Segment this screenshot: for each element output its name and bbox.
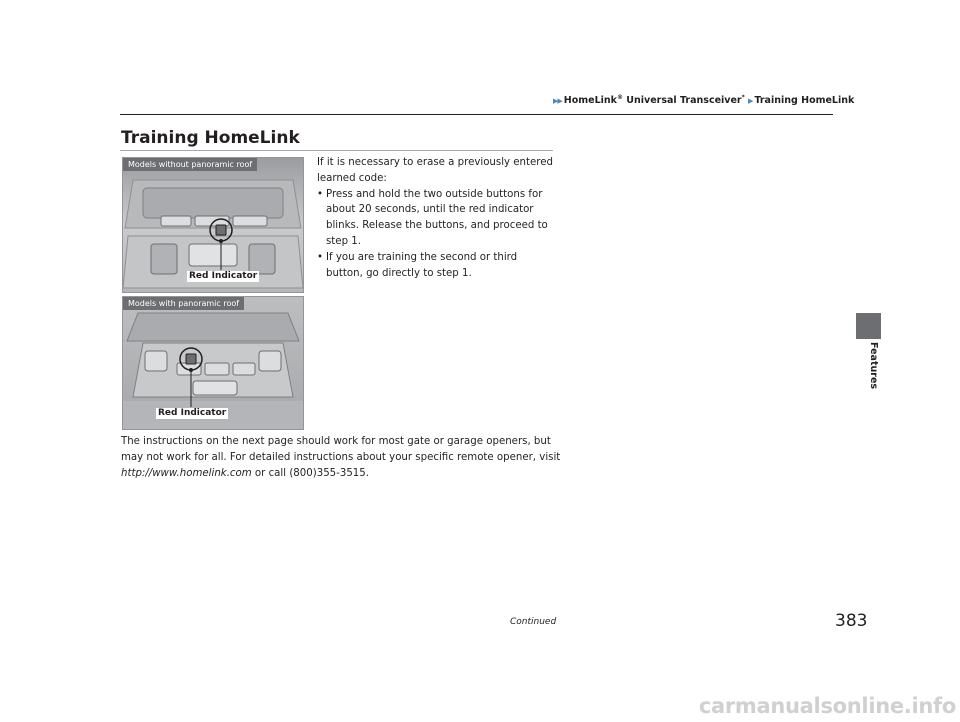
list-item-text: If you are training the second or third button, go directly to step 1. — [326, 251, 518, 279]
bullet-icon: • — [317, 188, 324, 200]
red-indicator-callout: Red Indicator — [158, 408, 227, 418]
list-item — [317, 187, 557, 250]
bottom-text-before: The instructions on the next page should work for most gate or garage openers, but may not work for all. For detailed instructions about your specific remote opener, visit — [121, 436, 561, 463]
page-title: Training HomeLink — [121, 128, 300, 148]
breadcrumb-training: Training HomeLink — [754, 95, 855, 107]
figure-without-panoramic-roof — [122, 157, 304, 293]
figure-with-panoramic-roof — [122, 296, 304, 430]
registered-mark: ® — [617, 94, 623, 101]
red-indicator-callout: Red Indicator — [189, 271, 258, 281]
breadcrumb-arrow-icon: ▶ — [748, 97, 753, 106]
bullet-icon: • — [317, 251, 324, 263]
section-tab-marker — [856, 313, 881, 339]
figure-label: Models with panoramic roof — [123, 297, 244, 310]
title-rule — [120, 150, 553, 151]
breadcrumb-transceiver: Universal Transceiver — [623, 95, 742, 107]
intro-paragraph: If it is necessary to erase a previously entered learned code: — [317, 157, 553, 184]
breadcrumb — [553, 94, 855, 108]
list-item-text: Press and hold the two outside buttons for about 20 seconds, until the red indicator blinks. Release the buttons, and proceed to step 1. — [326, 188, 548, 247]
breadcrumb-arrow-icon: ▶▶ — [553, 97, 562, 106]
asterisk-mark: * — [741, 94, 745, 101]
watermark: carmanualsonline.info — [698, 694, 956, 718]
instructions-text — [317, 155, 557, 281]
figure-label: Models without panoramic roof — [123, 158, 257, 171]
bottom-paragraph — [121, 434, 561, 481]
list-item — [317, 250, 557, 282]
continued-label: Continued — [510, 617, 557, 627]
breadcrumb-homelink: HomeLink — [563, 95, 617, 107]
instructions-list — [317, 187, 557, 282]
bottom-text-after: or call (800)355-3515. — [251, 467, 370, 479]
section-tab-label: Features — [868, 342, 879, 390]
page-number: 383 — [835, 611, 868, 631]
homelink-url[interactable]: http://www.homelink.com — [121, 467, 252, 479]
header-rule — [120, 114, 833, 115]
